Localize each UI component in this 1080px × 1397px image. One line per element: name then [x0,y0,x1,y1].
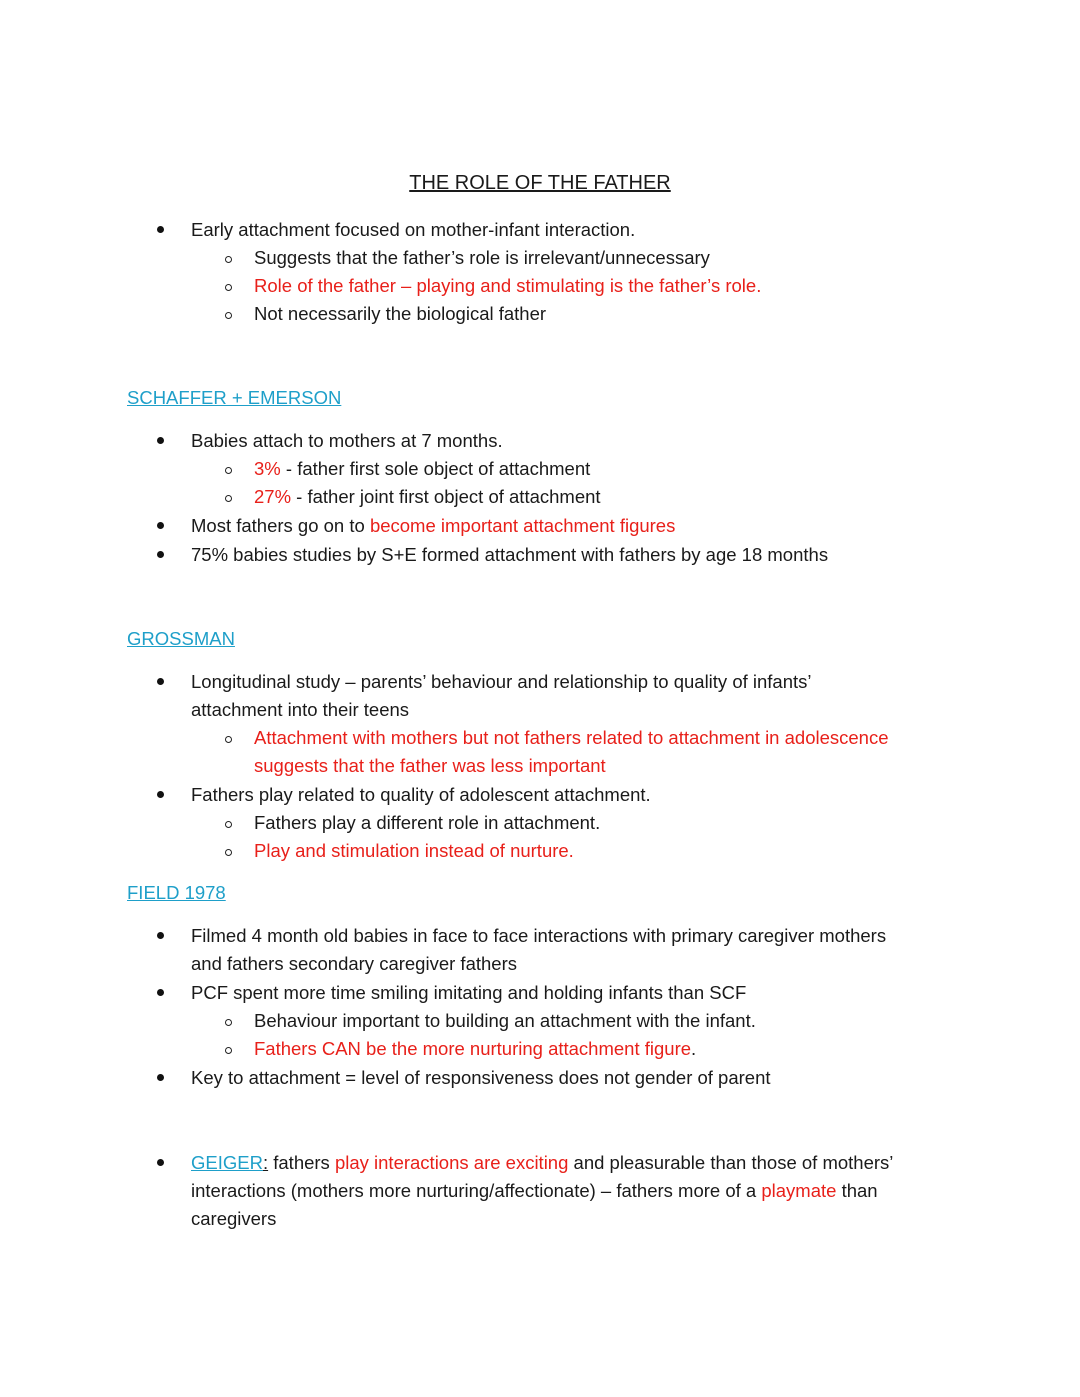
grossman-sub-1-line-2: suggests that the father was less important [254,755,606,776]
field-sub-2-end: . [691,1038,697,1059]
intro-bullet-1: Early attachment focused on mother-infant interaction. [191,219,636,240]
geiger-line-1 [191,1152,893,1174]
geiger-line-2-a: interactions (mothers more nurturing/affectionate) – fathers more of a [191,1180,762,1201]
schaffer-bullet-2-text: Most fathers go on to [191,515,370,536]
bullet-dot [157,226,164,233]
schaffer-sub-1-pct: 3% [254,458,281,479]
sub-bullet-circle [225,736,232,743]
geiger-line-2-b: than [836,1180,878,1201]
field-bullet-1-line-1: Filmed 4 month old babies in face to face interactions with primary caregiver mothers [191,925,887,946]
grossman-bullet-1-line-2: attachment into their teens [191,699,410,720]
bullet-dot [157,522,164,529]
sub-bullet-circle [225,467,232,474]
sub-bullet-circle [225,312,232,319]
grossman-sub-1-line-1: Attachment with mothers but not fathers related to attachment in adolescence [254,727,889,748]
schaffer-sub-1 [254,458,590,480]
sub-bullet-circle [225,1047,232,1054]
bullet-dot [157,678,164,685]
schaffer-bullet-1: Babies attach to mothers at 7 months. [191,430,503,451]
grossman-sub-3: Play and stimulation instead of nurture. [254,840,574,861]
section-heading-schaffer: SCHAFFER + EMERSON [127,387,342,408]
geiger-line-1-a: fathers [268,1152,335,1173]
field-bullet-2: PCF spent more time smiling imitating and holding infants than SCF [191,982,747,1003]
geiger-name: GEIGER [191,1152,263,1173]
schaffer-bullet-2 [191,515,675,537]
sub-bullet-circle [225,495,232,502]
bullet-dot [157,1159,164,1166]
grossman-bullet-2: Fathers play related to quality of adolescent attachment. [191,784,651,805]
field-bullet-1-line-2: and fathers secondary caregiver fathers [191,953,517,974]
grossman-sub-2: Fathers play a different role in attachment. [254,812,601,833]
sub-bullet-circle [225,821,232,828]
geiger-line-1-b: and pleasurable than those of mothers’ [568,1152,894,1173]
schaffer-sub-2-text: - father joint first object of attachment [291,486,601,507]
sub-bullet-circle [225,284,232,291]
geiger-colon: : [262,1152,269,1173]
geiger-line-3: caregivers [191,1208,277,1229]
sub-bullet-circle [225,256,232,263]
page-title: THE ROLE OF THE FATHER [409,172,671,194]
field-sub-2-highlight: Fathers CAN be the more nurturing attachment figure [254,1038,692,1059]
geiger-line-1-highlight: play interactions are exciting [334,1152,569,1173]
bullet-dot [157,791,164,798]
schaffer-sub-2-pct: 27% [254,486,292,507]
schaffer-sub-2 [254,486,601,508]
bullet-dot [157,989,164,996]
intro-sub-1: Suggests that the father’s role is irrelevant/unnecessary [254,247,710,268]
sub-bullet-circle [225,849,232,856]
intro-sub-3: Not necessarily the biological father [254,303,547,324]
geiger-line-2 [191,1180,878,1202]
geiger-line-2-highlight: playmate [761,1180,837,1201]
intro-sub-2: Role of the father – playing and stimulating is the father’s role. [254,275,762,296]
field-bullet-3: Key to attachment = level of responsiveness does not gender of parent [191,1067,771,1088]
section-heading-field: FIELD 1978 [127,882,226,903]
sub-bullet-circle [225,1019,232,1026]
bullet-dot [157,437,164,444]
field-sub-1: Behaviour important to building an attachment with the infant. [254,1010,756,1031]
section-heading-grossman: GROSSMAN [127,628,235,649]
schaffer-bullet-3: 75% babies studies by S+E formed attachment with fathers by age 18 months [191,544,829,565]
bullet-dot [157,932,164,939]
schaffer-bullet-2-highlight: become important attachment figures [369,515,676,536]
field-sub-2 [254,1038,696,1060]
grossman-bullet-1-line-1: Longitudinal study – parents’ behaviour and relationship to quality of infants’ [191,671,812,692]
bullet-dot [157,1074,164,1081]
bullet-dot [157,551,164,558]
schaffer-sub-1-text: - father first sole object of attachment [280,458,591,479]
